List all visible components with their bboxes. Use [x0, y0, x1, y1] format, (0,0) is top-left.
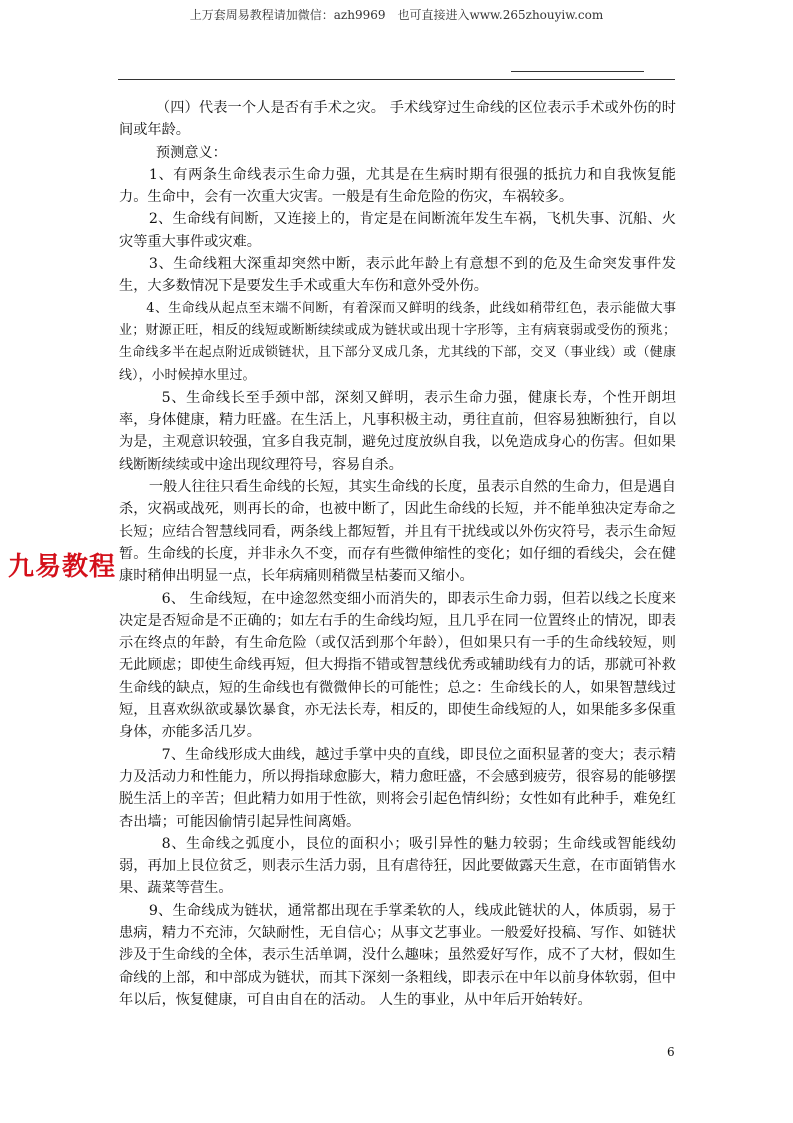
- page-header: 上万套周易教程请加微信：azh9969 也可直接进入www.265zhouyiw.com: [189, 8, 604, 22]
- header-rule: [118, 79, 675, 80]
- paragraph-item-9: 9、生命线成为链状，通常都出现在手掌柔软的人，线成此链状的人，体质弱，易于患病，精力不充沛，欠缺耐性，无自信心；从事文艺事业。一般爱好投稿、写作、如链状涉及于生命线的全体，表示生活单调，没什么趣味；虽然爱好写作，成不了大材，假如生命线的上部，和中部成为链状，而其下深刻一条粗线，即表示在中年以前身体软弱，但中年以后，恢复健康，可自由自在的活动。 人生的事业，从中年后开始转好。: [119, 902, 676, 1008]
- paragraph-4-intro: （四）代表一个人是否有手术之灾。 手术线穿过生命线的区位表示手术或外伤的时间或年龄。: [119, 100, 676, 139]
- page-number: 6: [667, 1045, 675, 1059]
- paragraph-item-6: 6、 生命线短，在中途忽然变细小而消失的，即表示生命力弱，但若以线之长度来决定是否短命是不正确的；如左右手的生命线均短，且几乎在同一位置终止的情况，即表示在终点的年龄，有生命危险（或仅活到那个年龄），但如果只有一手的生命线较短，则无此顾虑；即使生命线再短，但大拇指不错或智慧线优秀或辅助线有力的话，那就可补救生命线的缺点，短的生命线也有微微伸长的可能性；总之：生命线长的人，如果智慧线过短，且喜欢纵欲或暴饮暴食，亦无法长寿，相反的，即使生命线短的人，如果能多多保重身体，亦能多活几岁。: [119, 590, 676, 741]
- watermark-logo: 九易教程: [6, 546, 118, 583]
- paragraph-item-1: 1、有两条生命线表示生命力强，尤其是在生病时期有很强的抵抗力和自我恢复能力。生命中，会有一次重大灾害。一般是有生命危险的伤灾，车祸较多。: [119, 166, 676, 206]
- paragraph-item-4: 4、生命线从起点至末端不间断，有着深而又鲜明的线条，此线如稍带红色，表示能做大事业；财源正旺，相反的线短或断断续续或成为链状或出现十字形等，主有病衰弱或受伤的预兆；生命线多半在起点附近成锁链状，且下部分叉成几条，尤其线的下部，交叉（事业线）或（健康线），小时候掉水里过。: [119, 300, 676, 383]
- paragraph-general: 一般人往往只看生命线的长短，其实生命线的长度，虽表示自然的生命力，但是遇自杀，灾祸或战死，则再长的命，也被中断了，因此生命线的长短，并不能单独决定寿命之长短；应结合智慧线同看，两条线上都短暂，并且有干扰线或以外伤灾符号，表示生命短暂。生命线的长度，并非永久不变，而存有些微伸缩性的变化；如仔细的看线尖，会在健康时稍伸出明显一点，长年病痛则稍微呈枯萎而又缩小。: [119, 479, 676, 585]
- paragraph-item-5: 5、生命线长至手颈中部，深刻又鲜明，表示生命力强，健康长寿，个性开朗坦率，身体健康，精力旺盛。在生活上，凡事积极主动，勇往直前，但容易独断独行，自以为是，主观意识较强，宜多自我克制，避免过度放纵自我，以免造成身心的伤害。但如果线断断续续或中途出现纹理符号，容易自杀。: [119, 389, 676, 473]
- paragraph-item-7: 7、生命线形成大曲线，越过手掌中央的直线，即艮位之面积显著的变大；表示精力及活动力和性能力，所以拇指球愈膨大，精力愈旺盛，不会感到疲劳，很容易的能够摆脱生活上的辛苦；但此精力如用于性欲，则将会引起色情纠纷；女性如有此种手，难免红杏出墙；可能因偷情引起异性间离婚。: [119, 746, 676, 830]
- paragraph-prediction-heading: 预测意义：: [155, 144, 227, 161]
- paragraph-item-3: 3、生命线粗大深重却突然中断，表示此年龄上有意想不到的危及生命突发事件发生，大多数情况下是要发生手术或重大车伤和意外受外伤。: [119, 256, 676, 295]
- paragraph-item-8: 8、生命线之弧度小，艮位的面积小；吸引异性的魅力较弱；生命线或智能线幼弱，再加上艮位贫乏，则表示生活力弱，且有虐待狂，因此要做露天生意，在市面销售水果、蔬菜等营生。: [119, 835, 676, 897]
- header-short-rule: [511, 71, 644, 72]
- paragraph-item-2: 2、生命线有间断，又连接上的，肯定是在间断流年发生车祸，飞机失事、沉船、火灾等重大事件或灾难。: [119, 211, 676, 250]
- document-body: [119, 97, 676, 1011]
